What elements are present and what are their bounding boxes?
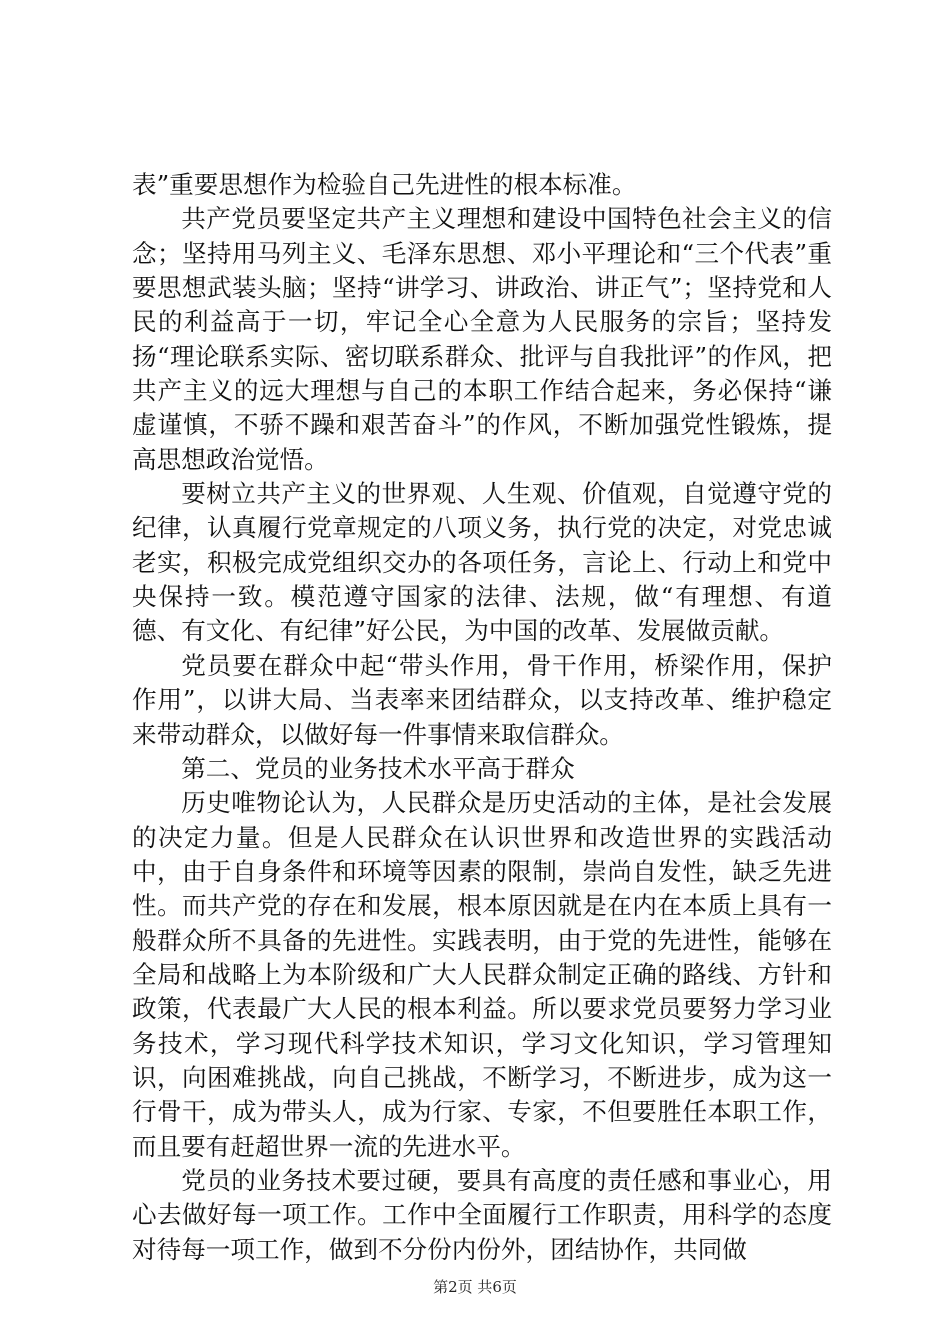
paragraph-1: 表”重要思想作为检验自己先进性的根本标准。 [132, 170, 637, 199]
paragraph-2: 共产党员要坚定共产主义理想和建设中国特色社会主义的信念；坚持用马列主义、毛泽东思想、邓小平理论和“三个代表”重要思想武装头脑；坚持“讲学习、讲政治、讲正气”；坚持党和人民的利益高于一切，牢记全心全意为人民服务的宗旨；坚持发扬“理论联系实际、密切联系群众、批评与自我批评”的作风，把共产主义的远大理想与自己的本职工作结合起来，务必保持“谦虚谨慎，不骄不躁和艰苦奋斗”的作风，不断加强党性锻炼，提高思想政治觉悟。 [132, 204, 832, 474]
paragraph-5: 历史唯物论认为，人民群众是历史活动的主体，是社会发展的决定力量。但是人民群众在认识世界和改造世界的实践活动中，由于自身条件和环境等因素的限制，崇尚自发性，缺乏先进性。而共产党的存在和发展，根本原因就是在内在本质上具有一般群众所不具备的先进性。实践表明，由于党的先进性，能够在全局和战略上为本阶级和广大人民群众制定正确的路线、方针和政策，代表最广大人民的根本利益。所以要求党员要努力学习业务技术，学习现代科学技术知识，学习文化知识，学习管理知识，向困难挑战，向自己挑战，不断学习，不断进步，成为这一行骨干，成为带头人，成为行家、专家，不但要胜任本职工作，而且要有赶超世界一流的先进水平。 [132, 788, 832, 1161]
paragraph-4: 党员要在群众中起“带头作用，骨干作用，桥梁作用，保护作用”，以讲大局、当表率来团结群众，以支持改革、维护稳定来带动群众，以做好每一件事情来取信群众。 [132, 650, 832, 749]
paragraph-6: 党员的业务技术要过硬，要具有高度的责任感和事业心，用心去做好每一项工作。工作中全面履行工作职责，用科学的态度对待每一项工作，做到不分份内份外，团结协作，共同做 [132, 1165, 832, 1264]
section-heading: 第二、党员的业务技术水平高于群众 [181, 753, 575, 783]
paragraph-3: 要树立共产主义的世界观、人生观、价值观，自觉遵守党的纪律，认真履行党章规定的八项义务，执行党的决定，对党忠诚老实，积极完成党组织交办的各项任务，言论上、行动上和党中央保持一致。模范遵守国家的法律、法规，做“有理想、有道德、有文化、有纪律”好公民，为中国的改革、发展做贡献。 [132, 479, 832, 646]
document-body [132, 168, 832, 1267]
page-number-footer: 第2页 共6页 [433, 1278, 517, 1296]
